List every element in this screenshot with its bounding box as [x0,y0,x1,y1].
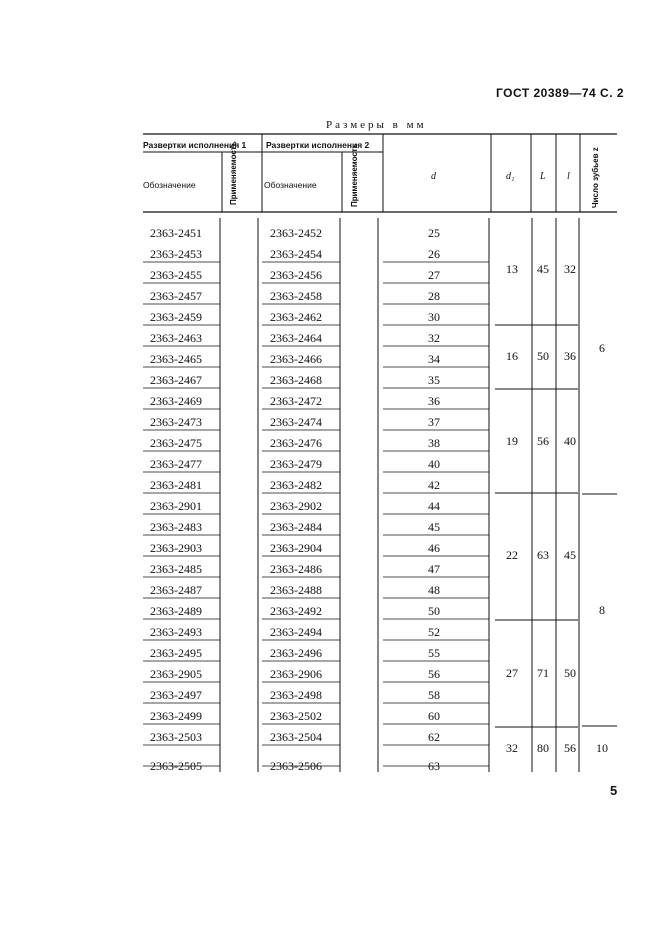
designation-2-cell: 2363-2484 [270,520,322,534]
l-cell: 50 [564,666,576,680]
designation-1-cell: 2363-2495 [150,646,202,660]
designation-2-cell: 2363-2498 [270,688,322,702]
d-cell: 26 [428,247,440,261]
designation-1-cell: 2363-2487 [150,583,202,597]
d1-cell: 27 [506,666,518,680]
group2-header: Развертки исполнения 2 [266,140,370,150]
d-cell: 47 [428,562,440,576]
d-cell: 50 [428,604,440,618]
designation-2-cell: 2363-2506 [270,759,322,773]
designation-2-cell: 2363-2902 [270,499,322,513]
d1-header: d₁ [506,171,515,182]
d-cell: 40 [428,457,440,471]
teeth-header: Число зубьев z [591,147,600,208]
designation-1-cell: 2363-2467 [150,373,202,387]
L-cell: 80 [537,741,549,755]
d1-cell: 13 [506,262,518,276]
designation-2-cell: 2363-2468 [270,373,322,387]
d-cell: 36 [428,394,440,408]
designation-2-cell: 2363-2474 [270,415,322,429]
designation-1-cell: 2363-2453 [150,247,202,261]
L-cell: 63 [537,548,549,562]
teeth-cell: 8 [599,603,605,617]
designation-2-cell: 2363-2476 [270,436,322,450]
d-cell: 55 [428,646,440,660]
L-cell: 50 [537,349,549,363]
dimensions-caption: Размеры в мм [326,119,427,131]
d-cell: 46 [428,541,440,555]
designation-1-cell: 2363-2489 [150,604,202,618]
d-cell: 28 [428,289,440,303]
designation-2-cell: 2363-2488 [270,583,322,597]
d1-cell: 16 [506,349,518,363]
designation-2-cell: 2363-2464 [270,331,322,345]
d-cell: 48 [428,583,440,597]
designation-1-cell: 2363-2483 [150,520,202,534]
designation-header-2: Обозначение [264,180,317,190]
d-cell: 44 [428,499,440,513]
d-cell: 60 [428,709,440,723]
L-cell: 71 [537,666,549,680]
designation-2-cell: 2363-2904 [270,541,322,555]
designation-2-cell: 2363-2462 [270,310,322,324]
l-cell: 36 [564,349,576,363]
designation-1-cell: 2363-2497 [150,688,202,702]
designation-2-cell: 2363-2496 [270,646,322,660]
designation-1-cell: 2363-2451 [150,226,202,240]
d-cell: 62 [428,730,440,744]
L-cell: 56 [537,434,549,448]
d-cell: 52 [428,625,440,639]
d1-cell: 22 [506,548,518,562]
designation-2-cell: 2363-2454 [270,247,322,261]
designation-1-cell: 2363-2485 [150,562,202,576]
designation-1-cell: 2363-2463 [150,331,202,345]
designation-2-cell: 2363-2472 [270,394,322,408]
designation-2-cell: 2363-2486 [270,562,322,576]
d-cell: 37 [428,415,440,429]
designation-1-cell: 2363-2905 [150,667,202,681]
d-cell: 42 [428,478,440,492]
document-header: ГОСТ 20389—74 С. 2 [496,86,625,100]
designation-header-1: Обозначение [143,180,196,190]
d-cell: 34 [428,352,440,366]
designation-2-cell: 2363-2452 [270,226,322,240]
d-cell: 56 [428,667,440,681]
designation-1-cell: 2363-2505 [150,759,202,773]
d-cell: 58 [428,688,440,702]
d-cell: 25 [428,226,440,240]
l-cell: 56 [564,741,576,755]
designation-1-cell: 2363-2469 [150,394,202,408]
designation-1-cell: 2363-2493 [150,625,202,639]
group1-header: Развертки исполнения 1 [143,140,247,150]
designation-2-cell: 2363-2479 [270,457,322,471]
designation-2-cell: 2363-2906 [270,667,322,681]
teeth-cell: 10 [596,741,608,755]
applicability-header-2: Применяемость [350,143,359,207]
L-header: L [540,171,546,182]
designation-2-cell: 2363-2492 [270,604,322,618]
d1-cell: 32 [506,741,518,755]
page-number: 5 [610,783,618,798]
l-header: l [567,171,570,182]
l-cell: 45 [564,548,576,562]
designation-2-cell: 2363-2456 [270,268,322,282]
d-cell: 32 [428,331,440,345]
teeth-cell: 6 [599,341,605,355]
d1-cell: 19 [506,434,518,448]
designation-1-cell: 2363-2455 [150,268,202,282]
designation-1-cell: 2363-2901 [150,499,202,513]
d-cell: 30 [428,310,440,324]
d-header: d [431,171,436,182]
designation-1-cell: 2363-2903 [150,541,202,555]
designation-1-cell: 2363-2477 [150,457,202,471]
d-cell: 45 [428,520,440,534]
d-cell: 27 [428,268,440,282]
designation-1-cell: 2363-2475 [150,436,202,450]
designation-2-cell: 2363-2504 [270,730,322,744]
designation-1-cell: 2363-2503 [150,730,202,744]
designation-1-cell: 2363-2457 [150,289,202,303]
designation-1-cell: 2363-2499 [150,709,202,723]
L-cell: 45 [537,262,549,276]
designation-2-cell: 2363-2458 [270,289,322,303]
designation-1-cell: 2363-2465 [150,352,202,366]
designation-2-cell: 2363-2466 [270,352,322,366]
designation-2-cell: 2363-2482 [270,478,322,492]
designation-2-cell: 2363-2502 [270,709,322,723]
d-cell: 35 [428,373,440,387]
designation-1-cell: 2363-2481 [150,478,202,492]
d-cell: 38 [428,436,440,450]
designation-2-cell: 2363-2494 [270,625,322,639]
l-cell: 40 [564,434,576,448]
d-cell: 63 [428,759,440,773]
l-cell: 32 [564,262,576,276]
designation-1-cell: 2363-2459 [150,310,202,324]
designation-1-cell: 2363-2473 [150,415,202,429]
applicability-header-1: Применяемость [229,141,238,205]
